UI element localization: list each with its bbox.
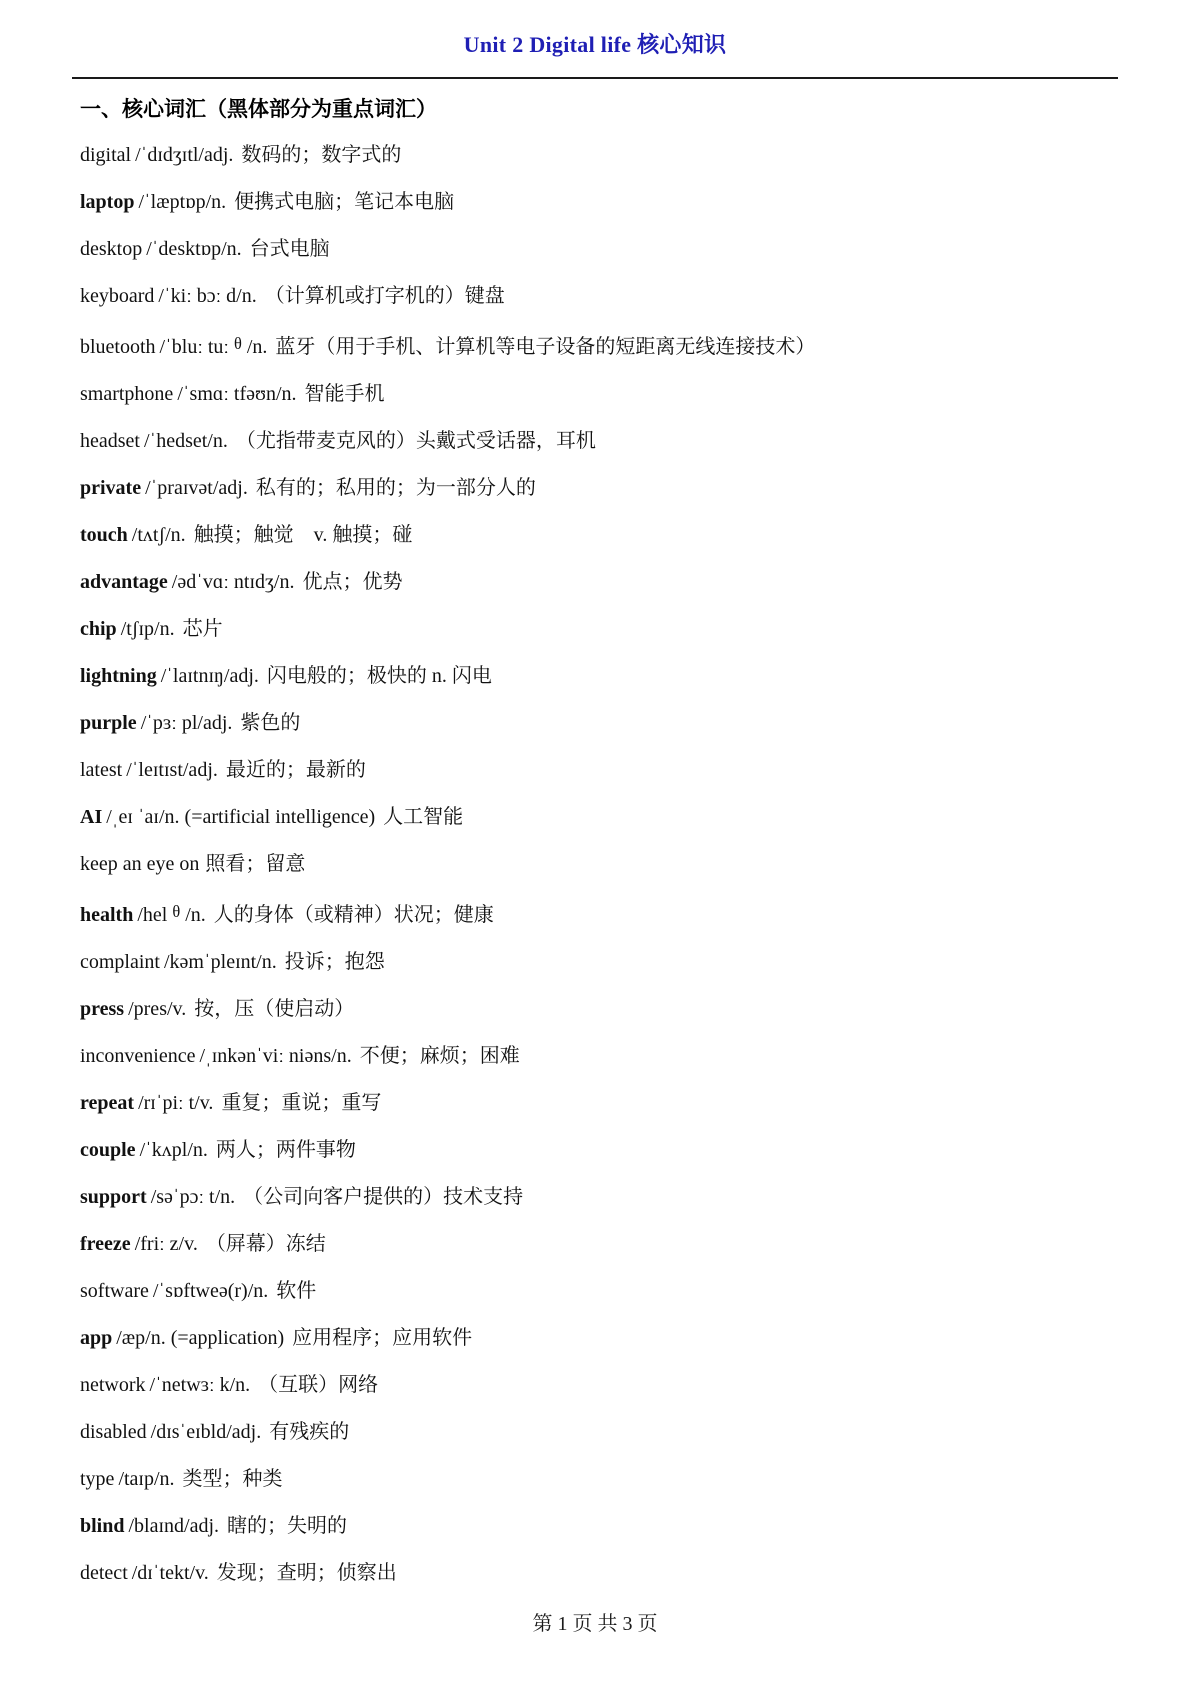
vocab-definition: 发现；查明；侦察出	[216, 1562, 397, 1584]
vocab-entry	[80, 939, 1120, 986]
vocab-word: blind	[80, 1515, 125, 1537]
vocab-word: smartphone	[80, 383, 174, 405]
vocab-definition: 优点；优势	[302, 571, 403, 593]
vocab-entry	[80, 226, 1120, 273]
vocab-word: AI	[80, 806, 103, 828]
vocab-entry	[80, 700, 1120, 747]
vocab-phonetic: /ˈsmɑː tfəʊn/n.	[177, 383, 297, 405]
vocab-word: keyboard	[80, 285, 155, 307]
header-divider	[72, 77, 1118, 79]
vocab-definition: 紫色的	[240, 712, 301, 734]
vocab-phonetic: /ˈkʌpl/n.	[139, 1139, 208, 1161]
page-title: Unit 2 Digital life 核心知识	[463, 32, 727, 57]
vocab-word: detect	[80, 1562, 128, 1584]
vocab-entry	[80, 418, 1120, 465]
vocab-phonetic: /dɪsˈeɪbld/adj.	[150, 1421, 262, 1443]
vocab-phonetic: /ədˈvɑː ntɪdʒ/n.	[171, 571, 295, 593]
vocab-definition: 人工智能	[383, 806, 464, 828]
vocab-word: support	[80, 1186, 147, 1208]
vocab-entry	[80, 559, 1120, 606]
vocab-phonetic: /tʌtʃ/n.	[131, 524, 186, 546]
vocab-word: complaint	[80, 951, 160, 973]
vocab-phonetic: /ˈkiː bɔː d/n.	[158, 285, 257, 307]
vocab-word: keep an eye on	[80, 853, 200, 875]
vocab-word: lightning	[80, 665, 157, 687]
vocab-definition: （屏幕）冻结	[205, 1233, 326, 1255]
vocab-definition: 最近的；最新的	[225, 759, 366, 781]
vocab-phonetic: /ˈpɜː pl/adj.	[140, 712, 233, 734]
vocab-phonetic: /tʃɪp/n.	[120, 618, 175, 640]
vocab-definition: 瞎的；失明的	[227, 1515, 348, 1537]
vocab-entry	[80, 1456, 1120, 1503]
vocab-entry	[80, 1550, 1120, 1597]
vocab-phonetic: /æp/n. (=application)	[116, 1327, 285, 1349]
vocab-definition: 应用程序；应用软件	[292, 1327, 473, 1349]
vocab-word: bluetooth	[80, 336, 156, 358]
vocab-phonetic: /ˈpraɪvət/adj.	[145, 477, 248, 499]
vocab-entry	[80, 179, 1120, 226]
vocab-entry	[80, 273, 1120, 320]
vocab-phonetic: /ˈhedset/n.	[143, 430, 228, 452]
vocab-phonetic: /ˈlæptɒp/n.	[138, 191, 227, 213]
vocab-entry	[80, 1127, 1120, 1174]
vocab-list	[80, 132, 1120, 1597]
section-heading: 一、核心词汇（黑体部分为重点词汇）	[80, 97, 437, 121]
vocab-phonetic: /ˈsɒftweə(r)/n.	[152, 1280, 269, 1302]
vocab-phonetic: /ˌeɪ ˈaɪ/n. (=artificial intelligence)	[106, 806, 376, 828]
vocab-definition: （公司向客户提供的）技术支持	[243, 1186, 524, 1208]
vocab-entry	[80, 888, 1120, 939]
vocab-word: private	[80, 477, 142, 499]
vocab-phonetic: /pres/v.	[128, 998, 187, 1020]
vocab-word: desktop	[80, 238, 143, 260]
vocab-definition: 按，压（使启动）	[194, 998, 355, 1020]
vocab-word: digital	[80, 144, 132, 166]
vocab-definition: 数码的；数字式的	[241, 144, 402, 166]
vocab-entry	[80, 1315, 1120, 1362]
vocab-word: inconvenience	[80, 1045, 196, 1067]
vocab-definition: （计算机或打字机的）键盘	[264, 285, 505, 307]
page-number: 第 1 页 共 3 页	[532, 1613, 658, 1635]
vocab-word: latest	[80, 759, 123, 781]
vocab-phonetic: /ˈlaɪtnɪŋ/adj.	[160, 665, 259, 687]
vocab-phonetic: /kəmˈpleɪnt/n.	[163, 951, 277, 973]
vocab-word: headset	[80, 430, 140, 452]
vocab-word: type	[80, 1468, 115, 1490]
vocab-phonetic: /rɪˈpiː t/v.	[138, 1092, 214, 1114]
vocab-entry	[80, 747, 1120, 794]
vocab-definition: 智能手机	[304, 383, 385, 405]
vocab-word: app	[80, 1327, 113, 1349]
vocab-definition: 重复；重说；重写	[221, 1092, 382, 1114]
vocab-word: chip	[80, 618, 117, 640]
vocab-entry	[80, 606, 1120, 653]
vocab-definition: 投诉；抱怨	[284, 951, 385, 973]
vocab-entry	[80, 371, 1120, 418]
vocab-phonetic: /taɪp/n.	[118, 1468, 175, 1490]
vocab-definition: 蓝牙（用于手机、计算机等电子设备的短距离无线连接技术）	[275, 336, 816, 358]
vocab-definition: 有残疾的	[269, 1421, 350, 1443]
vocab-definition: 闪电般的；极快的 n. 闪电	[266, 665, 492, 687]
vocab-word: disabled	[80, 1421, 147, 1443]
vocab-definition: （互联）网络	[258, 1374, 379, 1396]
vocab-entry	[80, 512, 1120, 559]
vocab-definition: （尤指带麦克风的）头戴式受话器，耳机	[235, 430, 596, 452]
vocab-phonetic: /ˈnetwɜː k/n.	[149, 1374, 251, 1396]
vocab-definition: 人的身体（或精神）状况；健康	[213, 904, 494, 926]
vocab-phonetic: /ˈleɪtɪst/adj.	[126, 759, 218, 781]
vocab-definition: 两人；两件事物	[215, 1139, 356, 1161]
vocab-definition: 芯片	[182, 618, 223, 640]
theta-symbol: θ	[234, 334, 242, 353]
vocab-entry	[80, 1409, 1120, 1456]
vocab-phonetic: /ˌɪnkənˈviː niəns/n.	[199, 1045, 352, 1067]
vocab-definition: 台式电脑	[249, 238, 330, 260]
vocab-definition: 私有的；私用的；为一部分人的	[255, 477, 536, 499]
vocab-phonetic: /blaɪnd/adj.	[128, 1515, 220, 1537]
vocab-entry	[80, 1174, 1120, 1221]
vocab-entry	[80, 986, 1120, 1033]
vocab-word: health	[80, 904, 134, 926]
vocab-word: repeat	[80, 1092, 135, 1114]
vocab-entry	[80, 1080, 1120, 1127]
vocab-phonetic: /hel $^\theta$ /n.	[137, 902, 206, 926]
vocab-phonetic: /ˈbluː tuː $^\theta$ /n.	[159, 334, 268, 358]
vocab-phonetic: /səˈpɔː t/n.	[150, 1186, 236, 1208]
vocab-entry	[80, 653, 1120, 700]
vocab-definition: 类型；种类	[182, 1468, 283, 1490]
vocab-word: network	[80, 1374, 146, 1396]
vocab-phonetic: /ˈdesktɒp/n.	[146, 238, 242, 260]
vocab-entry	[80, 841, 1120, 888]
vocab-word: laptop	[80, 191, 135, 213]
theta-symbol: θ	[172, 902, 181, 921]
vocab-word: touch	[80, 524, 128, 546]
vocab-phonetic: /dɪˈtekt/v.	[131, 1562, 209, 1584]
vocab-word: press	[80, 998, 125, 1020]
vocab-entry	[80, 1268, 1120, 1315]
vocab-entry	[80, 1503, 1120, 1550]
vocab-entry	[80, 1362, 1120, 1409]
vocab-phonetic: /ˈdɪdʒɪtl/adj.	[135, 144, 234, 166]
vocab-phonetic: /friː z/v.	[134, 1233, 198, 1255]
vocab-word: purple	[80, 712, 137, 734]
vocab-entry	[80, 132, 1120, 179]
vocab-entry	[80, 1033, 1120, 1080]
vocab-entry	[80, 1221, 1120, 1268]
vocab-definition: 触摸；触觉 v. 触摸；碰	[193, 524, 413, 546]
vocab-entry	[80, 794, 1120, 841]
vocab-word: advantage	[80, 571, 168, 593]
vocab-word: software	[80, 1280, 149, 1302]
vocab-entry	[80, 320, 1120, 371]
vocab-definition: 便携式电脑；笔记本电脑	[234, 191, 455, 213]
vocab-word: couple	[80, 1139, 136, 1161]
vocab-definition: 软件	[276, 1280, 317, 1302]
vocab-definition: 照看；留意	[205, 853, 306, 875]
vocab-word: freeze	[80, 1233, 131, 1255]
vocab-definition: 不便；麻烦；困难	[359, 1045, 520, 1067]
vocab-entry	[80, 465, 1120, 512]
